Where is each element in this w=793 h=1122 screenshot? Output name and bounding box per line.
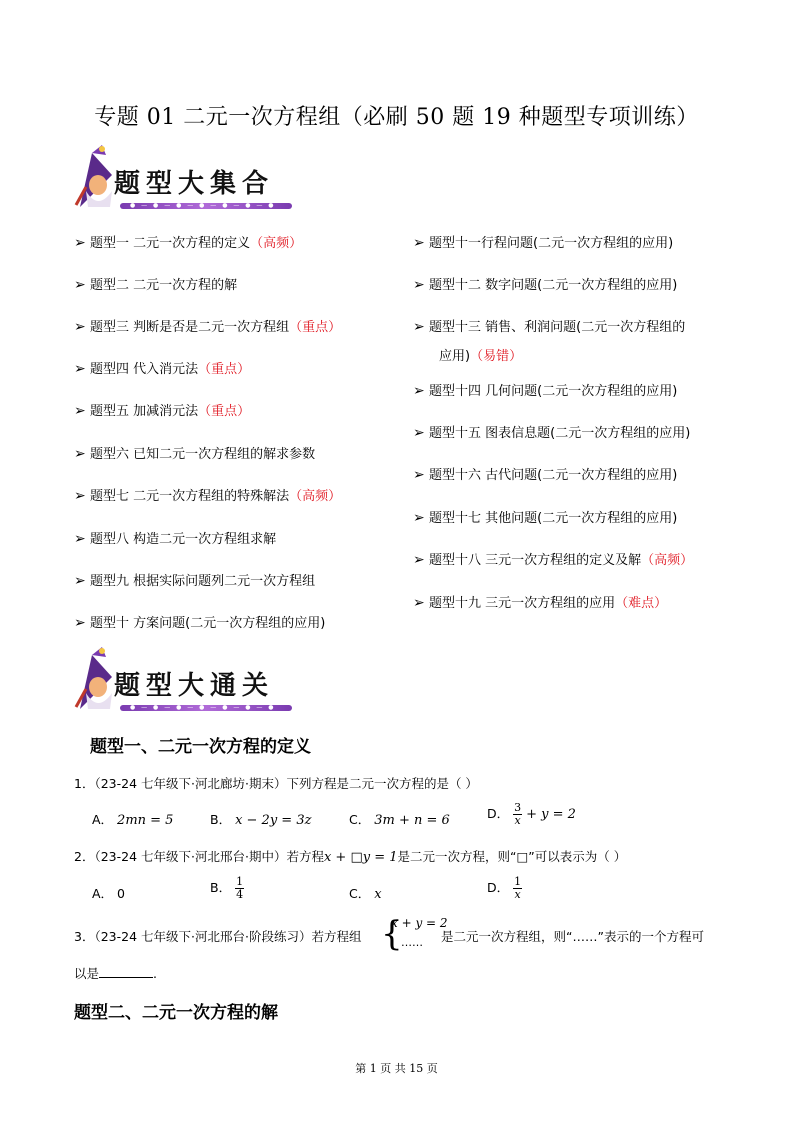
system-line-2: …… [401, 936, 423, 949]
option-label: B． [210, 812, 232, 827]
option-math: + y = 2 [526, 807, 576, 822]
toc-label: 题型十二 数字问题(二元一次方程组的应用) [429, 278, 678, 293]
toc-item[interactable] [74, 359, 250, 380]
arrow-icon: ➢ [74, 573, 86, 589]
toc-item[interactable] [413, 275, 677, 296]
toc-tag: （重点） [198, 404, 251, 419]
toc-label: 题型三 判断是否是二元一次方程组 [90, 320, 290, 335]
toc-item[interactable] [74, 401, 250, 422]
toc-label: 应用) [439, 349, 471, 364]
option-math: x − 2y = 3z [235, 813, 312, 828]
toc-item[interactable] [413, 508, 677, 529]
option-label: A． [92, 812, 114, 827]
question-3-line-2 [74, 964, 157, 982]
toc-item-continuation[interactable] [439, 347, 522, 367]
toc-label: 题型六 已知二元一次方程组的解求参数 [90, 447, 316, 462]
toc-label: 题型十八 三元一次方程组的定义及解 [429, 553, 642, 568]
stem-text: 2．（23-24 七年级下·河北邢台·期中）若方程 [74, 849, 324, 864]
q1-option-b[interactable] [210, 810, 311, 828]
q2-option-b[interactable] [210, 876, 244, 901]
option-label: D． [487, 806, 510, 821]
arrow-icon: ➢ [413, 425, 425, 441]
numerator: 3 [514, 801, 522, 814]
option-math: 3m + n = 6 [374, 813, 450, 828]
arrow-icon: ➢ [413, 383, 425, 399]
stem-text: 以是 [74, 966, 100, 981]
toc-label: 题型四 代入消元法 [90, 362, 199, 377]
answer-blank[interactable] [99, 965, 153, 978]
page-title: 专题 01 二元一次方程组（必刷 50 题 19 种题型专项训练） [94, 105, 699, 130]
arrow-icon: ➢ [74, 488, 86, 504]
stem-text: 是二元一次方程，则“□”可以表示为（ ） [397, 849, 627, 864]
toc-item[interactable] [413, 550, 693, 571]
toc-label: 题型十一行程问题(二元一次方程组的应用) [429, 236, 674, 251]
denominator: x [514, 888, 521, 901]
banner-collection-text: 题型大集合 [114, 169, 275, 199]
toc-tag: （重点） [289, 320, 342, 335]
toc-item[interactable] [74, 571, 315, 592]
q2-option-a[interactable] [92, 884, 125, 902]
arrow-icon: ➢ [74, 615, 86, 631]
toc-item[interactable] [413, 317, 685, 338]
arrow-icon: ➢ [74, 403, 86, 419]
toc-tag: （易错） [470, 349, 523, 364]
arrow-icon: ➢ [413, 552, 425, 568]
fraction [235, 876, 244, 901]
toc-label: 题型七 二元一次方程组的特殊解法 [90, 489, 290, 504]
toc-label: 题型十七 其他问题(二元一次方程组的应用) [429, 511, 678, 526]
denominator: 4 [236, 888, 244, 901]
page-footer: 第 1 页 共 15 页 [355, 1062, 438, 1075]
option-label: B． [210, 880, 232, 895]
stem-math: x + □y = 1 [323, 850, 398, 865]
toc-item[interactable] [413, 593, 667, 614]
toc-item[interactable] [74, 275, 237, 296]
banner-pass-text: 题型大通关 [114, 671, 275, 701]
banner-pass [72, 647, 294, 713]
option-value: 0 [117, 886, 125, 901]
fraction [513, 802, 522, 827]
toc-item[interactable] [413, 423, 690, 444]
toc-label: 题型五 加减消元法 [90, 404, 199, 419]
toc-label: 题型十九 三元一次方程组的应用 [429, 596, 616, 611]
question-2-stem [74, 847, 626, 865]
toc-item[interactable] [413, 465, 677, 486]
arrow-icon: ➢ [413, 319, 425, 335]
toc-tag: （重点） [198, 362, 251, 377]
arrow-icon: ➢ [413, 235, 425, 251]
section-heading: 题型一、二元一次方程的定义 [90, 737, 311, 757]
question-3-stem-post: 是二元一次方程组，则“……”表示的一个方程可 [441, 929, 704, 944]
arrow-icon: ➢ [413, 595, 425, 611]
arrow-icon: ➢ [74, 361, 86, 377]
toc-item[interactable] [74, 613, 325, 634]
toc-item[interactable] [413, 233, 673, 254]
toc-tag: （难点） [615, 596, 668, 611]
numerator: 1 [514, 875, 522, 888]
question-1-stem: 1．（23-24 七年级下·河北廊坊·期末）下列方程是二元一次方程的是（ ） [74, 776, 478, 791]
arrow-icon: ➢ [413, 510, 425, 526]
system-line-1: x + y = 2 [391, 916, 448, 930]
option-math: 2mn = 5 [117, 813, 174, 828]
toc-label: 题型二 二元一次方程的解 [90, 278, 238, 293]
option-label: D． [487, 880, 510, 895]
option-math: x [374, 887, 382, 902]
toc-label: 题型一 二元一次方程的定义 [90, 236, 251, 251]
toc-tag: （高频） [250, 236, 303, 251]
banner-dots: ● — ● — ● — ● — ● — ● — ● [130, 202, 276, 209]
brace-icon: { [381, 914, 403, 954]
toc-item[interactable] [74, 444, 315, 465]
option-label: C． [349, 812, 371, 827]
arrow-icon: ➢ [74, 531, 86, 547]
arrow-icon: ➢ [413, 277, 425, 293]
toc-label: 题型十四 几何问题(二元一次方程组的应用) [429, 384, 678, 399]
toc-label: 题型十 方案问题(二元一次方程组的应用) [90, 616, 326, 631]
option-label: A． [92, 886, 114, 901]
toc-item[interactable] [74, 529, 276, 550]
toc-item[interactable] [74, 486, 341, 507]
arrow-icon: ➢ [74, 319, 86, 335]
toc-item[interactable] [74, 317, 341, 338]
banner-collection [72, 145, 294, 211]
toc-item[interactable] [413, 381, 677, 402]
fraction [513, 876, 522, 901]
q1-option-c[interactable] [349, 810, 450, 828]
arrow-icon: ➢ [74, 277, 86, 293]
toc-label: 题型十六 古代问题(二元一次方程组的应用) [429, 468, 678, 483]
toc-label: 题型九 根据实际问题列二元一次方程组 [90, 574, 316, 589]
toc-item[interactable] [74, 233, 302, 254]
toc-tag: （高频） [641, 553, 694, 568]
arrow-icon: ➢ [74, 235, 86, 251]
q1-option-a[interactable] [92, 810, 173, 828]
toc-label: 题型十五 图表信息题(二元一次方程组的应用) [429, 426, 691, 441]
numerator: 1 [236, 875, 244, 888]
question-3-stem [74, 927, 361, 945]
stem-text: . [153, 966, 157, 981]
section-heading: 题型二、二元一次方程的解 [74, 1003, 278, 1023]
toc-label: 题型十三 销售、利润问题(二元一次方程组的 [429, 320, 686, 335]
banner-dots: ● — ● — ● — ● — ● — ● — ● [130, 704, 276, 711]
stem-text: 3．（23-24 七年级下·河北邢台·阶段练习）若方程组 [74, 929, 362, 944]
q2-option-c[interactable] [349, 884, 382, 902]
equation-system [381, 914, 448, 956]
q2-option-d[interactable] [487, 876, 522, 901]
q1-option-d[interactable] [487, 802, 576, 827]
arrow-icon: ➢ [413, 467, 425, 483]
toc-tag: （高频） [289, 489, 342, 504]
toc-label: 题型八 构造二元一次方程组求解 [90, 532, 277, 547]
option-label: C． [349, 886, 371, 901]
arrow-icon: ➢ [74, 446, 86, 462]
denominator: x [514, 814, 521, 827]
